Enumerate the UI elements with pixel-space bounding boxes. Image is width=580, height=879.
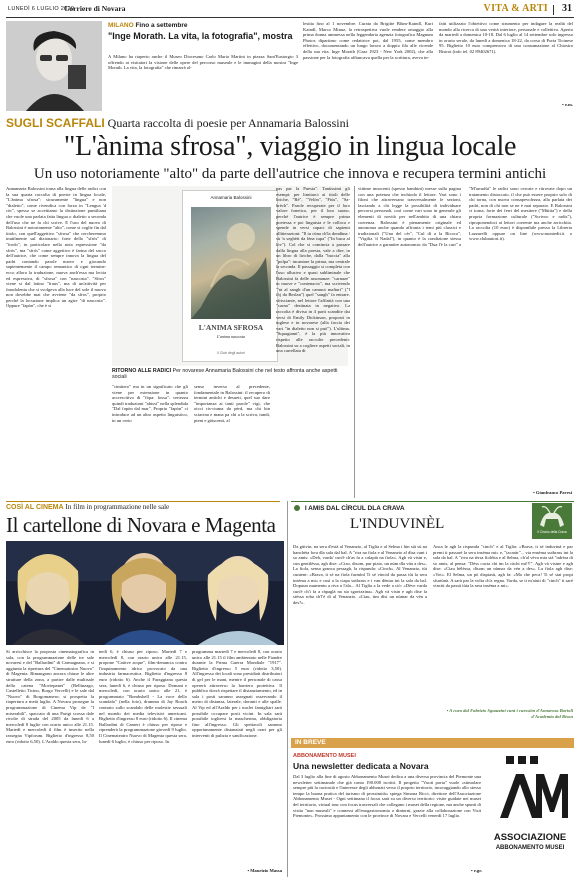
bombshell-movie-still bbox=[6, 541, 284, 645]
cinema-title: Il cartellone di Novara e Magenta bbox=[6, 513, 276, 537]
book-subtitle: L'anima nascosta bbox=[216, 334, 246, 339]
morath-title: "Inge Morath. La vita, la fotografia", mostra bbox=[108, 31, 293, 41]
am-logo-word-2: ABBONAMENTO MUSEI bbox=[495, 845, 565, 851]
cinema-col-3: programma martedì 7 e mercoledì 8, con orario unico alle 21.15 il film ambientato nelle Fiandre durante la Prima Guerra Mondiale "1917". Biglietto d'ingresso 5 euro (ridotto 3,50). All'ingresso dei locali sono presidiati distributori di gel per le mani, mentre il personale di cassa opererà attraverso la barriera protettiva. Il pubblico dovrà rispettare il distanziamento, ed in sala i posti saranno assegnati osservando il metro di distanza, laterale, davanti e alle spalle. Al Vip ed all'Araldo per i nuclei famigliari sarà possibile occupare posti vicini. In sala sarà possibile togliersi la mascherina, obbligatoria fino all'ingresso. Gli spettacoli saranno opportunamente distanziati negli orari per gli interventi di pulizia e sanificazione. bbox=[192, 649, 282, 738]
induvinel-col-1: Da güivin, na sera d'està al Venanzio, al Tiglia e al Selma i hin stà sü na banchèta fora dla sala dal bal. A "rira na fiola e al Venanzio al dìsa cunt i so amis: «Deh, varda' cun'è ch'as fa a calapià na fiola». Agh và visin e, cun gentilèssa, agh dise: «Ciao, disom, pur piaio, un núm dla vita a des». La fiola, sensa granca pessagh, la rispunda: «Cinch». Al Venanzio, tùt cuntent: «Brava, ti sé na fiola furmìnl Ti sé vincid da passa tùt la sera insèma a mi» e cusì a la ciapa sutbrass e i van dèntar int la sala da bal. Dopuun mumentu a riva a l'ala... Al Tiglia a la vede a ciò: «Dève varda cun'è ch'i fa a ràpaglà na sta sgavizzina». Agh và visin e agh dise la stèssa roba ch'l'è di al Venanzio. «Ciau, tim dìsi un nùmar da vén a des?». bbox=[293, 544, 427, 605]
induvinel-signature: • A cura dal Fabrizio Sguazzini cunt i cuessión d'Annarosa Borioli d'Academia dal Rison bbox=[446, 708, 573, 719]
cinema-signature: • Maurizio Massa bbox=[247, 868, 282, 873]
balossini-signature: • Gianfranco Pavesi bbox=[533, 490, 572, 495]
header-separator bbox=[553, 5, 554, 15]
book-author: Annamaria Balossini bbox=[210, 195, 252, 200]
balossini-kicker bbox=[6, 116, 574, 131]
news-bar bbox=[291, 738, 574, 748]
cinema-col-1: Si arricchisce la proposta cinematografica in sala, con la programmazione delle tre sale novaresi e del "Ballardini" di Carmagnano, e si aggiunta la ripertura del "Cinematostro Nuovo" di Magenta. Rimangono ancora chiuse le altre strutture della zona, a partire dalle multisale della catena "Moviepanet" (Bellinzago, Castelletto Ticino, Borgo Vercelli) e le sale dal "Nuovo" di Borgomanero; si prospetta la riapertura a metà luglio. A Novara prosegue la programmazione di Cinema Vip de "I miserabili", spaccato di una Parigi scossa dale rivolte di strada del 2005 da lunedì 6 a mercoledì 8 luglio con orario unico alle 21.15. Martedì e mercoledì il film è inserito nella rassegna Vipforum. Biglietto d'ingresso 8,50 euro (ridotto 6,50). L'Araldo questa sera, lu- bbox=[6, 649, 94, 744]
crava-logo bbox=[532, 503, 572, 539]
book-caption-kicker: RITORNO ALLE RADICI bbox=[112, 368, 172, 374]
induvinel-col-2: Anca le agh la rispunda "cinch" e al Tiglia: «Brava, ti sé induvinà e par premi ti passarè la sera inséma mi» e, "tacaràr"... via ensèma sutbrass int la sala da bal. A "riva na tèrsa fiolétta e al Selma, ch'al vèva mia stà "ndrèra di so amis, al pensa: "Dèss cucta chi im la càchi mi!!!". Agh và visine e agh dise: «Ciau bèlèssa, dìsom un nùmar da vén a des». La fiola agh dise: «Vot». El Selma, un pò dispiasù, agh fa: «Ma che peca! Ti sé stai propi sfurtùnà. A sarà par la volta ch'a regna. Varda, se ti m'aiuti di "cinch" ti sarè vinciù da passà tùta la sera inséma a mi». bbox=[433, 544, 573, 589]
abbonamento-musei-logo bbox=[486, 752, 574, 868]
goat-logo-icon bbox=[532, 503, 572, 531]
balossini-col-2: "cimitero" ma in un significato che gli viene per estensione in quanto accrescitivo di "fòpa: fossa": certezza quindi traduzioni "abissi" nella splendida "Dal fapòn dal mar". Proprio "fapòn" ci introduce ad un altro aspetto linguistico, in un certo bbox=[112, 384, 188, 423]
balossini-kicker-rest: Quarta raccolta di poesie per Annamaria Balossini bbox=[107, 116, 349, 130]
cinema-rule bbox=[6, 501, 280, 502]
am-logo-icon bbox=[486, 752, 574, 826]
book-caption-text: Per novarese Annamaria Balossini che nel testo affronta anche aspetti sociali bbox=[112, 368, 338, 381]
morath-signature: • e.m. bbox=[562, 102, 573, 107]
cinema-kicker-rest: In film in programmazione nelle sale bbox=[65, 503, 170, 511]
balossini-col-4: pas par la Puesia". Tantissimi gli esempi: per limitarci ai titoli delle liriche, "Rè", "Velòn", "Fiùs", "Sa-brèch". Parole recuperate per il loro valore fonetico, per il loro suono, perché l'autrice è sempre prima poetessa e poi linguista e le colloca e spende in versi capaci di sapienti allitterazioni: "Il tu cùna ch'la dondùna / sù 'n seghètt da lèna tupa" ("In buca al lòv"). Col che si comincia a passare dalla lingua alla poesia, vale a dire, in un libro di liriche, dalla "buccia" alla "polpa": incantare la prima, ma centrale la seconda. Il passaggio si completa con l'uso allusivo e quasi subliminale che Balossini fa delle assonanze: "carnaze" in nuove e "contenacio", ma scrivendo "'nt al sangh d'un camuot malturi" ("I fòj da Beslan") quel "sangh" fa entrare, sfrisciante, nel lettore l'affinità con una "carna" destinata in negativo. La raccolta è divisa in 4 parti scandite dai versi di Emily Dickinson, proposti in inglese e in novarese (alla faccia dei vari "in dialetto non si può"). L'ultima, "Squagiamt", è la più innovativa rispetto alle raccolte precedenti: Balossini su a cogliere aspetti sociali, in una carrellata di bbox=[276, 186, 350, 354]
book-title: L'ANIMA SFROSA bbox=[198, 323, 264, 332]
balossini-col-1: Annamaria Balossini torna alla lingua delle radici con la sua quarta raccolta di poesie in lingua locale, "L'ànima sfrosa": sicuramente "lingua" e non "dialetto", come rivendica con forza in "Lengua 'd còr", spesso se accettiamo la distinzione puntiliana che vuole una parlata fatta lingua o dialetto a seconda dell'uso che ne fa chi scrive. E l'uso del nuovo di Balossini è notoriamente "alto", come si coglie fin dal titolo, con quell'aggettivo "sfrosa" che cercheremmo inutilmente sul dizionario: forte dello "sfrós" di "frodo", in particolare nella nota espressione "da sfrós", ma "sfrós" come aggettivo è farina del sacco dell'autrice, che come sempre innova la lingua del padri coniando parole nuove e giocando sapientemente il campo semantico di ogni termine: ecco allora la traduzione, nuova anch'essa ma lecita ed espressiva, di "sfrosa" con "nascosta". "Sfros" viene si dal latino "fraus", ma di un'attività per fraudolenta che si svolgeva alla luce del sole il nuovo non dovebbe mai che avviene "da sfros", proprio perché la locuzione implica un agire "di nascosto". Oppure "fapòn", che è si bbox=[6, 186, 106, 309]
news-signature: • e.gr. bbox=[470, 868, 482, 873]
induvinel-bullet-icon bbox=[294, 505, 300, 511]
balossini-title: "L'ànima sfrosa", viaggio in lingua locale bbox=[63, 131, 517, 162]
page-header bbox=[6, 3, 574, 17]
book-art-figure bbox=[191, 207, 271, 319]
crava-logo-text: Il Circolo della Crava bbox=[537, 530, 567, 534]
balossini-col-5: vittime innocenti (spesso bambini) messe sulla pagina con una potenza che inchioda il lettore. Vari sono i filoni che attraversano trasversalmente le sezioni, lasciando a chi legge la possibilità di individuare percorsi personali, così come vari sono in generale gli elementi di novità per nell'ambito di una chiara coerenza. Balossini è pienamente originale ed autonoma anche quando affronta i temi più classici e tradizionali ("Una del cèr", "Cul dì a la Bicoca", "Vigilia 'd Nadal"), in quanto è la condizione stessa dell'autrice a garantire autonomia: da "Dua l'è la curt" a "M'arrudùi" le radici sono cercate e ritrovate dopo un tratamento distaccato, il che può essere proprio solo di chi torna, con nuova consapevolezza, alla parlata dei padri, non di chi non se ne è mai separato. E Balossini ci torna, forte dei ferri del mestiere ("Mùtita") e della propria formazione culturale ("Scrivuc e radis"), riproponendoci ai lettori coerente ma anche arricchita. La raccolta (10 euro) è disponibile presso la Libreria Lazzarelli oppure on line (www.montedit.it o www.clubautori.it). bbox=[358, 186, 572, 247]
book-cover-card bbox=[182, 190, 278, 362]
balossini-subtitle: Un uso notoriamente "alto" da parte dell'autrice che innova e recupera termini antichi bbox=[33, 166, 547, 182]
balossini-col-3: senso inverso al precedente, fondamentale in Balossini: il recupero di termini antichi e desueti, quel suo dare "importanza ai tanti parole" vigi, che oicci ris-ciuma da pèrd, ma chi hin sciacina e mana pa chi a la scriva, tundi, pieni e giùscenti, al bbox=[194, 384, 270, 423]
cinema-kicker-label: COSÌ AL CINEMA bbox=[6, 504, 64, 511]
morath-kicker-city: MILANO bbox=[108, 22, 134, 29]
induvinel-rule bbox=[291, 501, 574, 502]
page-number: 31 bbox=[562, 3, 572, 14]
morath-col-3: fatti utilizzato l'obiettivo come strumento per indagare la realtà del mondo alla ricerca di una verità interiore, personale e collettiva. Aperto da martedì a domenica 10-18. Dal 6 luglio al 14 settembre solo ingresso in orario serale, da lunedì a domenica 18-22, da corso di Porta Ticinese 95. Biglietto 10 euro comprensivo di una consumazione al Chiostro Bistrot (info tel. 02 89402671). bbox=[439, 21, 573, 54]
issue-date: LUNEDÌ 6 LUGLIO 2020 bbox=[8, 6, 75, 12]
paper-name: Corriere di Novara bbox=[64, 4, 126, 13]
am-logo-word-1: ASSOCIAZIONE bbox=[493, 832, 567, 843]
morath-kicker-rest: Fino a settembre bbox=[135, 22, 188, 29]
book-publisher: Il Club degli autori bbox=[216, 351, 245, 355]
section-name: VITA & ARTI bbox=[483, 3, 548, 14]
column-divider bbox=[354, 186, 355, 498]
book-cover-art bbox=[191, 207, 271, 319]
header-rule bbox=[6, 17, 574, 18]
news-title: Una newsletter dedicata a Novara bbox=[293, 761, 429, 771]
induvinel-kicker bbox=[294, 505, 524, 512]
bombshell-figures bbox=[6, 541, 284, 645]
news-kicker: ABBONAMENTO MUSEI bbox=[293, 753, 356, 759]
morath-col-2: lestita fino al 1 novembre. Curata da Brigitte Blüm-Kaindl, Kurt Kaindl, Marco Minuz, la retrospettiva vuole rendere omaggio alla prima donna ammessa nella leggendaria agenzia fotografica Magnum Photos dipartimo come redattrice poi, dal 1955, come membro effettivo, documentando un lungo lavoro a doppio filo alle vicende della sua vita. Inge Morath (Graz 1923 - New York 2002), che alla passione per la fotografia affiancava quella per la scrittura, aveva in- bbox=[303, 21, 433, 60]
news-body: Dal 3 luglio alla fine di agosto Abbonamento Musei dedica a una diversa provincia del Piemonte una newsletter settimanale che già conta 190.000 iscritti. Il progetto "Vuoti porta" vuole «stimolare sempre più la curiosità e l'interesse degli abbonati verso il proprio territorio, incoraggiando allo stesso tempo la buona pratica del turismo di prossimità» spiega Simona Ricci, direttore dell'Associazione Abbonamento Musei - Ogni settimana il focus sarà su un diverso territorio: visite guidate nei musei del territorio, virtual tour con focus trasversali che collegano i musei della regione, ma anche spunti di visita "non museali" e connessi all'enogastronomia o dintorni, grazie alla collaborazione con Visit Piemonte». Prossimo appuntamento con le province di Novara e Vercelli venerdì 17 luglio. bbox=[293, 774, 481, 819]
cinema-kicker bbox=[6, 503, 286, 511]
morath-kicker bbox=[108, 22, 187, 29]
morath-col-1: A Milano ha riaperto anche il Museo Diocesano Carlo Maria Martini in piazza Sant'Eustorgio 3 offrendo ai visitatori la visione delle opere del percorso museale e le immagini della mostra "Inge Morath. La vita, la fotografia" che rimarrà al- bbox=[108, 54, 298, 71]
balossini-kicker-label: SUGLI SCAFFALI bbox=[6, 116, 105, 130]
portrait-figure bbox=[6, 21, 102, 111]
induvinel-title: L'INDUVINÈL bbox=[350, 516, 445, 532]
induvinel-kicker-label: I AMIS DAL CÌRCUL DLA CRAVA bbox=[304, 505, 405, 512]
cinema-col-2: nedì 6, è chiuso per riposo. Martedì 7 e mercoledì 8, con orario unico alle 21.15, propone "Cattive acque", film-denuncia contro l'inquinamento idrico provocato da una industria farmaceutica. Biglietto d'ingresso 8 euro (ridotto 6). Anche il Faraggiana questa sera, lunedì 6, è chiuso per riposo. Domani e mercoledì, con orario unico alle 21, è programmato "Bombshell - La voce dello scandalo" (nella foto), dramma di Jay Roach centrato sullo scandalo delle molestie sessuali nel mondo dei media televisivi americani. Biglietto d'ingresso 8 euro (ridotto 6). Il cinema Ballardini di Cameri è chiuso per riposo e riprenderà la programmazione giovedì 9 luglio. Il Cinemateatro Nuovo di Magenta questa sera, lunedì 6 luglio, è chiuso per riposo. In bbox=[99, 649, 187, 744]
news-bar-label: IN BREVE bbox=[295, 739, 326, 746]
morath-portrait-photo bbox=[6, 21, 102, 111]
cinema-divider bbox=[287, 501, 288, 877]
